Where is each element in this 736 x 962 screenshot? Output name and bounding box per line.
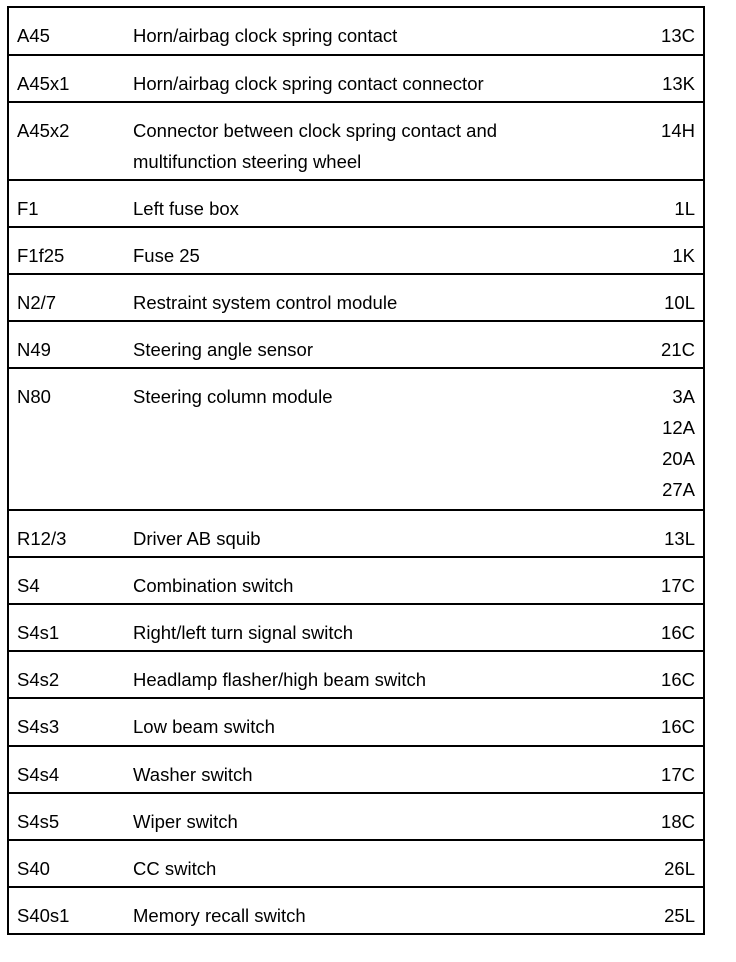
component-description	[125, 747, 643, 792]
description-line: Fuse 25	[133, 245, 200, 266]
table-row	[9, 228, 703, 275]
table-row	[9, 888, 703, 935]
grid-reference	[643, 652, 703, 697]
grid-reference	[643, 181, 703, 226]
component-description	[125, 103, 643, 179]
description-line: Washer switch	[133, 764, 253, 785]
table-row	[9, 369, 703, 511]
description-line: CC switch	[133, 858, 217, 879]
description-line: multifunction steering wheel	[133, 151, 362, 172]
table-row	[9, 511, 703, 558]
reference-line: 16C	[661, 622, 695, 643]
component-code: N2/7	[17, 292, 57, 313]
component-code: A45x2	[17, 120, 70, 141]
component-code: S40	[17, 858, 50, 879]
component-code: R12/3	[17, 528, 67, 549]
component-code: F1f25	[17, 245, 65, 266]
description-line: Memory recall switch	[133, 905, 306, 926]
description-line: Combination switch	[133, 575, 294, 596]
component-code: S4s5	[17, 811, 60, 832]
reference-line: 25L	[664, 905, 695, 926]
reference-line: 13C	[661, 25, 695, 46]
description-line: Low beam switch	[133, 716, 275, 737]
component-code: S4s2	[17, 669, 60, 690]
component-description	[125, 275, 643, 320]
description-line: Steering column module	[133, 386, 333, 407]
component-description	[125, 369, 643, 509]
component-code: S40s1	[17, 905, 70, 926]
table-row	[9, 841, 703, 888]
table-row	[9, 605, 703, 652]
grid-reference	[643, 56, 703, 101]
grid-reference	[643, 747, 703, 792]
grid-reference	[643, 841, 703, 886]
description-line: Steering angle sensor	[133, 339, 313, 360]
table-row	[9, 8, 703, 56]
grid-reference	[643, 228, 703, 273]
component-description	[125, 699, 643, 745]
component-code: F1	[17, 198, 39, 219]
grid-reference	[643, 275, 703, 320]
table-row	[9, 699, 703, 747]
component-description	[125, 322, 643, 367]
reference-line: 27A	[662, 479, 695, 500]
component-table	[7, 6, 705, 935]
reference-line: 13K	[662, 73, 695, 94]
reference-line: 26L	[664, 858, 695, 879]
table-row	[9, 103, 703, 181]
grid-reference	[643, 369, 703, 509]
reference-line: 12A	[662, 417, 695, 438]
description-line: Horn/airbag clock spring contact	[133, 25, 398, 46]
component-code: N80	[17, 386, 51, 407]
reference-line: 18C	[661, 811, 695, 832]
component-description	[125, 8, 643, 54]
component-description	[125, 605, 643, 650]
component-code: N49	[17, 339, 51, 360]
grid-reference	[643, 511, 703, 556]
grid-reference	[643, 699, 703, 745]
reference-line: 1K	[672, 245, 695, 266]
table-row	[9, 322, 703, 369]
component-code: S4s3	[17, 716, 60, 737]
component-code: A45	[17, 25, 50, 46]
component-code: S4s4	[17, 764, 60, 785]
reference-line: 20A	[662, 448, 695, 469]
grid-reference	[643, 8, 703, 54]
description-line: Connector between clock spring contact and	[133, 120, 498, 141]
component-code: S4	[17, 575, 40, 596]
component-description	[125, 652, 643, 697]
grid-reference	[643, 794, 703, 839]
description-line: Headlamp flasher/high beam switch	[133, 669, 427, 690]
grid-reference	[643, 558, 703, 603]
component-description	[125, 511, 643, 556]
table-row	[9, 652, 703, 699]
component-description	[125, 181, 643, 226]
reference-line: 17C	[661, 764, 695, 785]
component-description	[125, 558, 643, 603]
grid-reference	[643, 322, 703, 367]
table-row	[9, 794, 703, 841]
table-row	[9, 747, 703, 794]
table-row	[9, 56, 703, 103]
reference-line: 3A	[672, 386, 695, 407]
description-line: Driver AB squib	[133, 528, 261, 549]
description-line: Left fuse box	[133, 198, 239, 219]
reference-line: 1L	[674, 198, 695, 219]
grid-reference	[643, 888, 703, 933]
component-description	[125, 841, 643, 886]
table-row	[9, 275, 703, 322]
component-code: S4s1	[17, 622, 60, 643]
reference-line: 16C	[661, 716, 695, 737]
grid-reference	[643, 103, 703, 179]
description-line: Restraint system control module	[133, 292, 398, 313]
reference-line: 17C	[661, 575, 695, 596]
reference-line: 10L	[664, 292, 695, 313]
reference-line: 13L	[664, 528, 695, 549]
table-row	[9, 181, 703, 228]
component-description	[125, 888, 643, 933]
component-description	[125, 794, 643, 839]
table-row	[9, 558, 703, 605]
description-line: Horn/airbag clock spring contact connector	[133, 73, 484, 94]
component-description	[125, 56, 643, 101]
reference-line: 14H	[661, 120, 695, 141]
grid-reference	[643, 605, 703, 650]
description-line: Right/left turn signal switch	[133, 622, 354, 643]
reference-line: 21C	[661, 339, 695, 360]
description-line: Wiper switch	[133, 811, 238, 832]
component-code: A45x1	[17, 73, 70, 94]
component-description	[125, 228, 643, 273]
reference-line: 16C	[661, 669, 695, 690]
